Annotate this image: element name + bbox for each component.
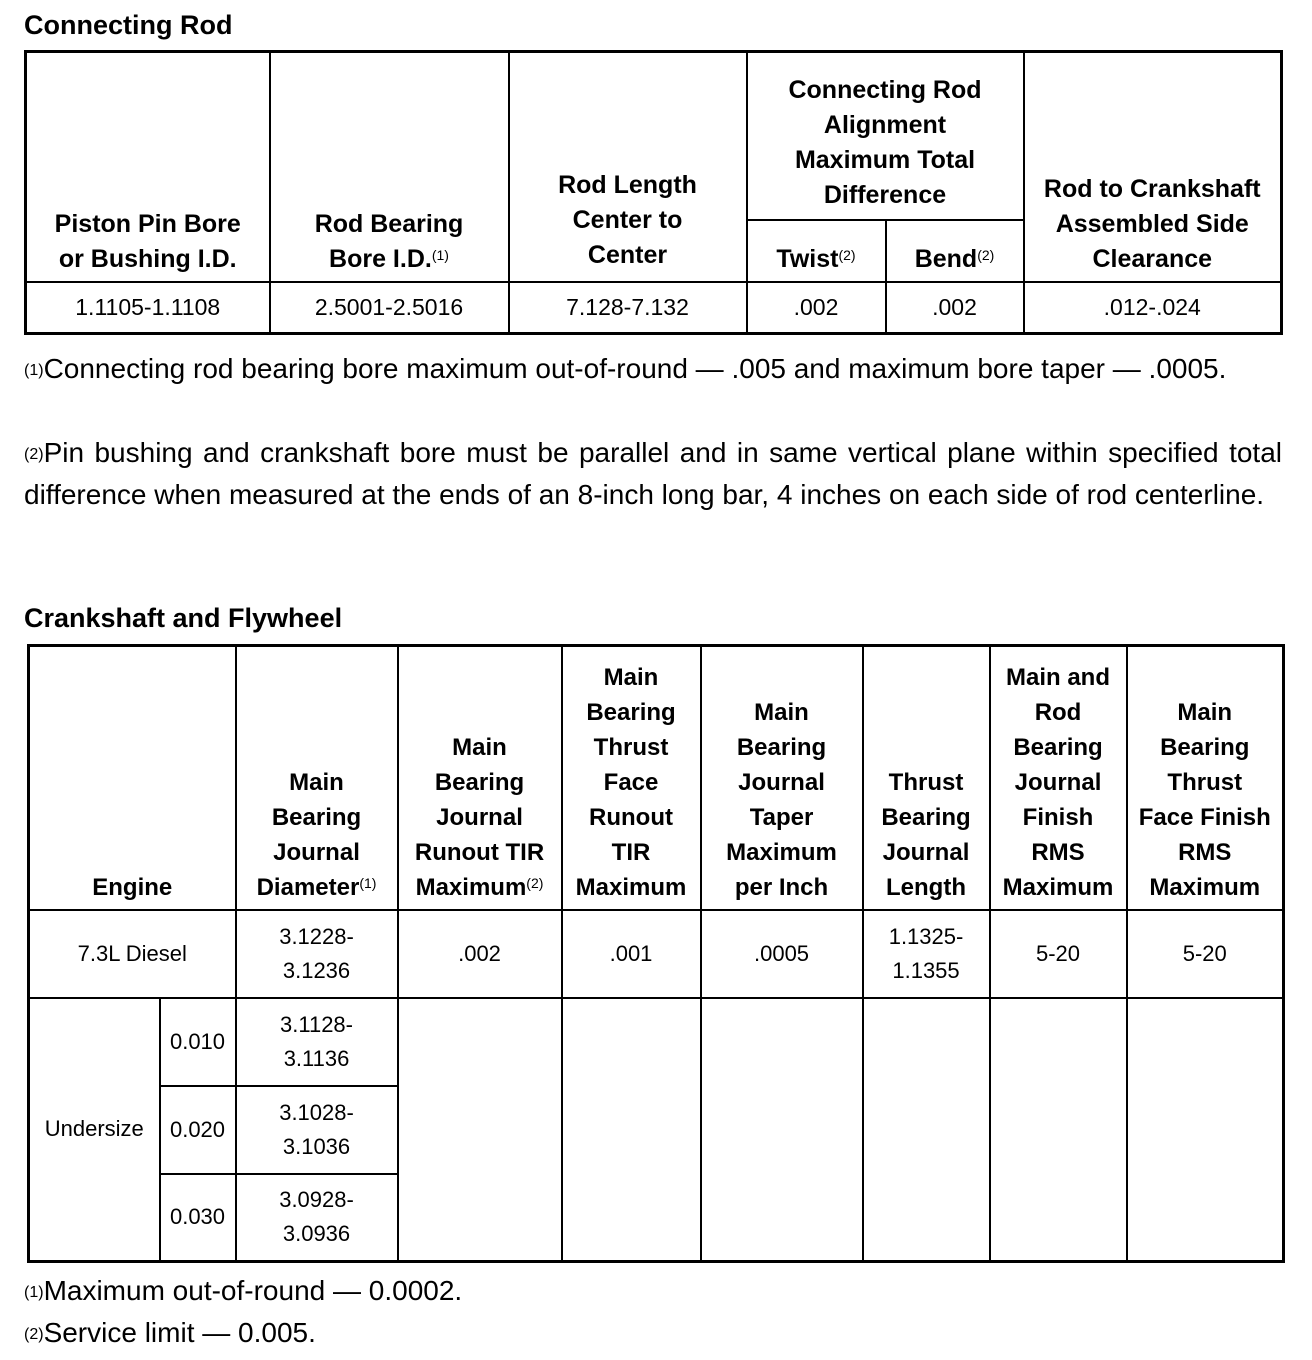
cell-empty xyxy=(562,998,701,1262)
header-twist: Twist$^{(2)}$ xyxy=(747,220,886,282)
header-journal-taper: Main Bearing Journal Taper Maximum per Inch xyxy=(701,646,863,910)
crank-note-1: $^{(1)}$Maximum out-of-round — 0.0002. xyxy=(24,1275,463,1306)
cell-undersize-size: 0.020 xyxy=(160,1086,236,1174)
header-thrust-runout: Main Bearing Thrust Face Runout TIR Maximum xyxy=(562,646,701,910)
cell-undersize-size: 0.030 xyxy=(160,1174,236,1262)
rod-note-2: $^{(2)}$Pin bushing and crankshaft bore must be parallel and in same vertical plane within specified total difference when measured at the ends of an 8-inch long bar, 4 inches on each side of rod centerline. xyxy=(24,437,1282,510)
footnote-mark: (2) xyxy=(977,246,995,263)
cell-side-clearance: .012-.024 xyxy=(1024,282,1282,334)
footnote-mark: (1) xyxy=(359,874,377,891)
cell-bend: .002 xyxy=(886,282,1024,334)
header-bend: Bend$^{(2)}$ xyxy=(886,220,1024,282)
cell-empty xyxy=(863,998,990,1262)
header-rod-length: Rod Length Center to Center xyxy=(509,52,747,282)
cell-twist: .002 xyxy=(747,282,886,334)
header-engine: Engine xyxy=(29,646,236,910)
cell-undersize-size: 0.010 xyxy=(160,998,236,1086)
cell-empty xyxy=(398,998,562,1262)
footnote-mark: (2) xyxy=(526,874,544,891)
cell-empty xyxy=(701,998,863,1262)
footnote-mark: (1) xyxy=(431,246,449,263)
connecting-rod-title: Connecting Rod xyxy=(24,10,233,40)
cell-rod-length: 7.128-7.132 xyxy=(509,282,747,334)
crankshaft-table xyxy=(27,644,1285,1263)
header-rod-bearing-bore: Rod Bearing Bore I.D.$^{(1)}$ xyxy=(270,52,509,282)
cell-empty xyxy=(990,998,1127,1262)
header-journal-diameter: Main Bearing Journal Diameter$^{(1)}$ xyxy=(236,646,398,910)
cell-piston-pin: 1.1105-1.1108 xyxy=(26,282,270,334)
cell-undersize-diameter: 3.1028- 3.1036 xyxy=(236,1086,398,1174)
header-journal-finish: Main and Rod Bearing Journal Finish RMS Maximum xyxy=(990,646,1127,910)
cell-thrust-length: 1.1325- 1.1355 xyxy=(863,910,990,998)
cell-journal-finish: 5-20 xyxy=(990,910,1127,998)
header-journal-runout: Main Bearing Journal Runout TIR Maximum$^{(2)}$ xyxy=(398,646,562,910)
rod-note-1: $^{(1)}$Connecting rod bearing bore maximum out-of-round — .005 and maximum bore taper — .0005. xyxy=(24,353,1227,384)
footnote-mark: (2) xyxy=(838,246,856,263)
header-alignment: Connecting Rod Alignment Maximum Total Difference xyxy=(747,52,1024,220)
cell-undersize-diameter: 3.1128- 3.1136 xyxy=(236,998,398,1086)
cell-engine: 7.3L Diesel xyxy=(29,910,236,998)
header-piston-pin-bore: Piston Pin Bore or Bushing I.D. xyxy=(26,52,270,282)
cell-undersize-diameter: 3.0928- 3.0936 xyxy=(236,1174,398,1262)
cell-journal-runout: .002 xyxy=(398,910,562,998)
cell-thrust-runout: .001 xyxy=(562,910,701,998)
cell-rod-bearing: 2.5001-2.5016 xyxy=(270,282,509,334)
header-thrust-finish: Main Bearing Thrust Face Finish RMS Maximum xyxy=(1127,646,1284,910)
crank-note-2: $^{(2)}$Service limit — 0.005. xyxy=(24,1317,316,1348)
crankshaft-title: Crankshaft and Flywheel xyxy=(24,603,343,633)
cell-thrust-finish: 5-20 xyxy=(1127,910,1284,998)
connecting-rod-table xyxy=(24,50,1283,335)
cell-undersize-label: Undersize xyxy=(29,998,160,1262)
header-side-clearance: Rod to Crankshaft Assembled Side Clearance xyxy=(1024,52,1282,282)
cell-empty xyxy=(1127,998,1284,1262)
cell-journal-diameter: 3.1228- 3.1236 xyxy=(236,910,398,998)
cell-journal-taper: .0005 xyxy=(701,910,863,998)
header-thrust-length: Thrust Bearing Journal Length xyxy=(863,646,990,910)
